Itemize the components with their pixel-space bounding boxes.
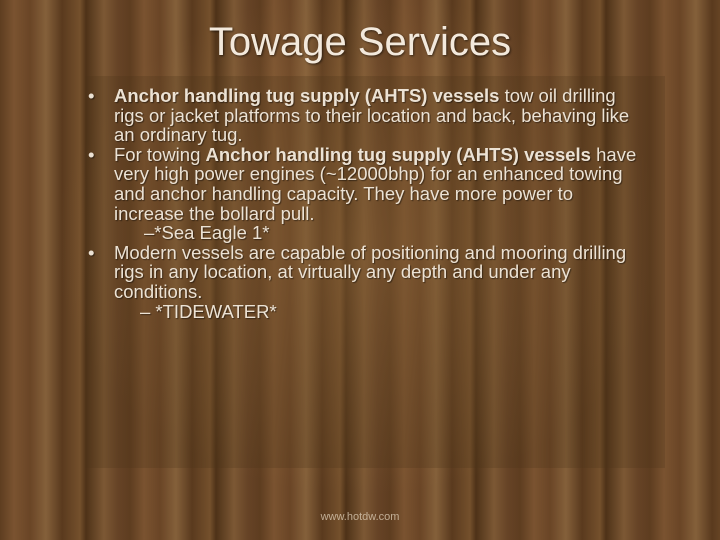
bullet-text: have very high power engines (~12000bhp) for an enhanced towing and anchor handling capacity. They have more power to increase the bollard pull. (114, 143, 637, 224)
bullet-text: Modern vessels are capable of positioning and mooring drilling rigs in any location, at virtually any depth and under any conditions. (114, 241, 627, 302)
slide-title: Towage Services (208, 20, 512, 64)
bullet-item-3 (88, 243, 648, 321)
bullet-source-sea-eagle: –*Sea Eagle 1* (144, 222, 270, 244)
bullet-marker: • (88, 241, 95, 263)
bullet-text: tow oil drilling rigs or jacket platforms to their location and back, behaving like an ordinary tug. (114, 85, 630, 146)
bullet-bold-text: Anchor handling tug supply (AHTS) vessels (205, 143, 591, 165)
bullet-marker: • (88, 143, 95, 165)
footer-watermark: www.hotdw.com (320, 511, 400, 523)
bullet-source-tidewater: – *TIDEWATER* (140, 300, 277, 322)
bullet-item-1 (88, 86, 648, 145)
bullet-list (88, 86, 648, 321)
bullet-prefix-text: For towing (114, 143, 206, 165)
bullet-bold-text: Anchor handling tug supply (AHTS) vessels (114, 85, 500, 106)
bullet-marker: • (88, 85, 95, 106)
bullet-item-2 (88, 145, 648, 243)
